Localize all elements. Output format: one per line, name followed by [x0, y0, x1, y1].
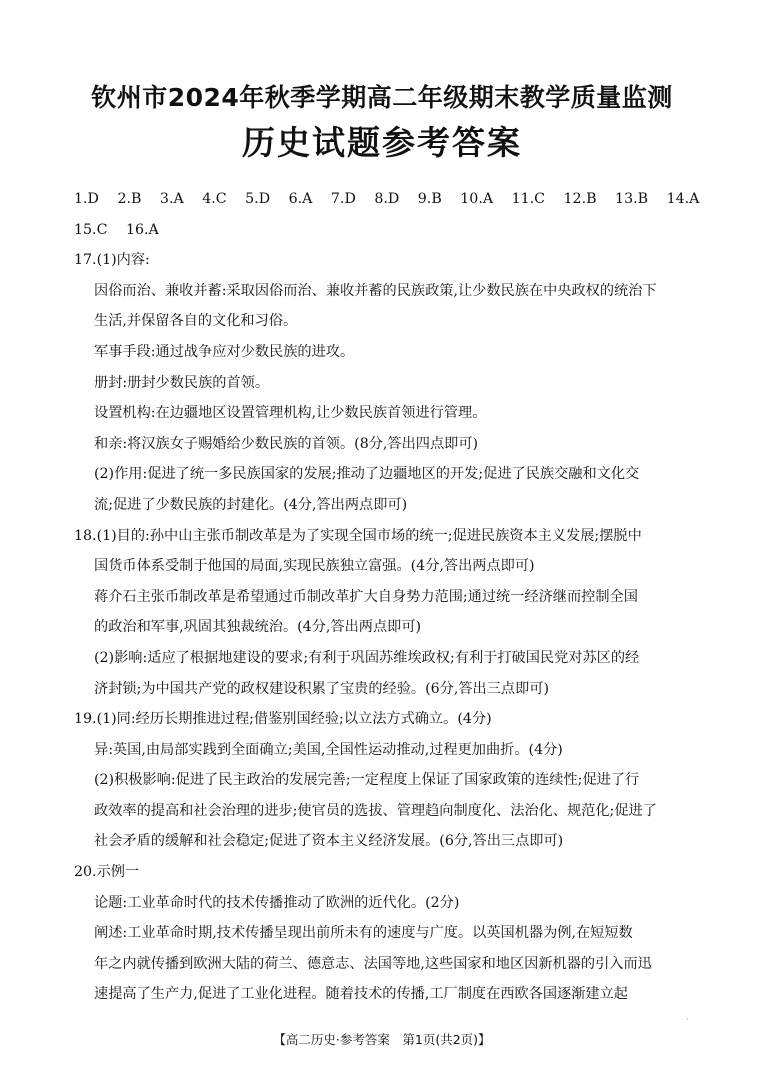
choice-answer: 6.A	[288, 191, 313, 207]
q18-text-line: 济封锁;为中国共产党的政权建设积累了宝贵的经验。(6分,答出三点即可)	[94, 680, 550, 697]
choice-answers-row-1	[74, 184, 700, 215]
q20-text-line: 年之内就传播到欧洲大陆的荷兰、德意志、法国等地,这些国家和地区因新机器的引入而迅	[94, 955, 652, 972]
q20-text-line: 速提高了生产力,促进了工业化进程。随着技术的传播,工厂制度在西欧各国逐渐建立起	[94, 986, 628, 1003]
q18-text-line: (2)影响:适应了根据地建设的要求;有利于巩固苏维埃政权;有利于打破国民党对苏区的经	[94, 649, 640, 666]
choice-answer: 14.A	[666, 191, 700, 207]
q19-text-line: 异:英国,由局部实践到全面确立;美国,全国性运动推动,过程更加曲折。(4分)	[94, 741, 563, 758]
choice-answer: 2.B	[117, 191, 142, 207]
choice-answer: 13.B	[615, 191, 649, 207]
q19-text-line: 社会矛盾的缓解和社会稳定;促进了资本主义经济发展。(6分,答出三点即可)	[94, 833, 564, 850]
answer-key-title: 历史试题参考答案	[242, 123, 522, 162]
q17-text-line: 册封:册封少数民族的首领。	[94, 374, 270, 391]
choice-answer: 4.C	[202, 191, 227, 207]
choice-answer: 7.D	[330, 191, 356, 207]
q17-text-line: 设置机构:在边疆地区设置管理机构,让少数民族首领进行管理。	[94, 405, 487, 422]
q18-text-line: 18.(1)目的:孙中山主张币制改革是为了实现全国市场的统一;促进民族资本主义发展;摆脱中	[74, 527, 642, 544]
q17-heading: 17.(1)内容:	[74, 252, 150, 269]
choice-answer: 1.D	[74, 191, 99, 207]
answer-body	[74, 184, 700, 1010]
q18-text-line: 的政治和军事,巩固其独裁统治。(4分,答出两点即可)	[94, 619, 422, 636]
q18-text-line: 蒋介石主张币制改革是希望通过币制改革扩大自身势力范围;通过统一经济继而控制全国	[94, 588, 638, 605]
page-footer: 【高二历史·参考答案 第1页(共2页)】	[273, 1032, 491, 1047]
choice-answer: 9.B	[417, 191, 442, 207]
choice-answer: 16.A	[125, 221, 159, 238]
choice-answer: 15.C	[74, 221, 108, 238]
q20-text-line: 论题:工业革命时代的技术传播推动了欧洲的近代化。(2分)	[94, 894, 460, 911]
q17-text-line: 因俗而治、兼收并蓄:采取因俗而治、兼收并蓄的民族政策,让少数民族在中央政权的统治下	[94, 282, 657, 299]
scan-speck: ·	[686, 1015, 689, 1024]
q19-text-line: 19.(1)同:经历长期推进过程;借鉴别国经验;以立法方式确立。(4分)	[74, 711, 492, 728]
q17-text-line: 生活,并保留各自的文化和习俗。	[94, 313, 298, 330]
choice-answer: 8.D	[374, 191, 400, 207]
q18-text-line: 国货币体系受制于他国的局面,实现民族独立富强。(4分,答出两点即可)	[94, 558, 535, 575]
choice-answer: 12.B	[563, 191, 597, 207]
q17-text-line: 流;促进了少数民族的封建化。(4分,答出两点即可)	[94, 496, 408, 513]
choice-answer: 5.D	[245, 191, 271, 207]
q17-text-line: 和亲:将汉族女子赐婚给少数民族的首领。(8分,答出四点即可)	[94, 435, 479, 452]
choice-answer: 10.A	[460, 191, 494, 207]
q20-text-line: 阐述:工业革命时期,技术传播呈现出前所未有的速度与广度。以英国机器为例,在短短数	[94, 925, 633, 942]
q17-text-line: 军事手段:通过战争应对少数民族的进攻。	[94, 343, 355, 360]
q20-text-line: 20.示例一	[74, 864, 140, 881]
q19-text-line: (2)积极影响:促进了民主政治的发展完善;一定程度上保证了国家政策的连续性;促进了行	[94, 772, 640, 789]
choice-answers-row-2	[74, 215, 696, 246]
exam-title: 钦州市2024年秋季学期高二年级期末教学质量监测	[91, 83, 673, 112]
q19-text-line: 政效率的提高和社会治理的进步;使官员的选拔、管理趋向制度化、法治化、规范化;促进了	[94, 802, 657, 819]
choice-answer: 11.C	[511, 191, 546, 207]
q17-text-line: (2)作用:促进了统一多民族国家的发展;推动了边疆地区的开发;促进了民族交融和文化交	[94, 466, 640, 483]
choice-answer: 3.A	[159, 191, 184, 207]
